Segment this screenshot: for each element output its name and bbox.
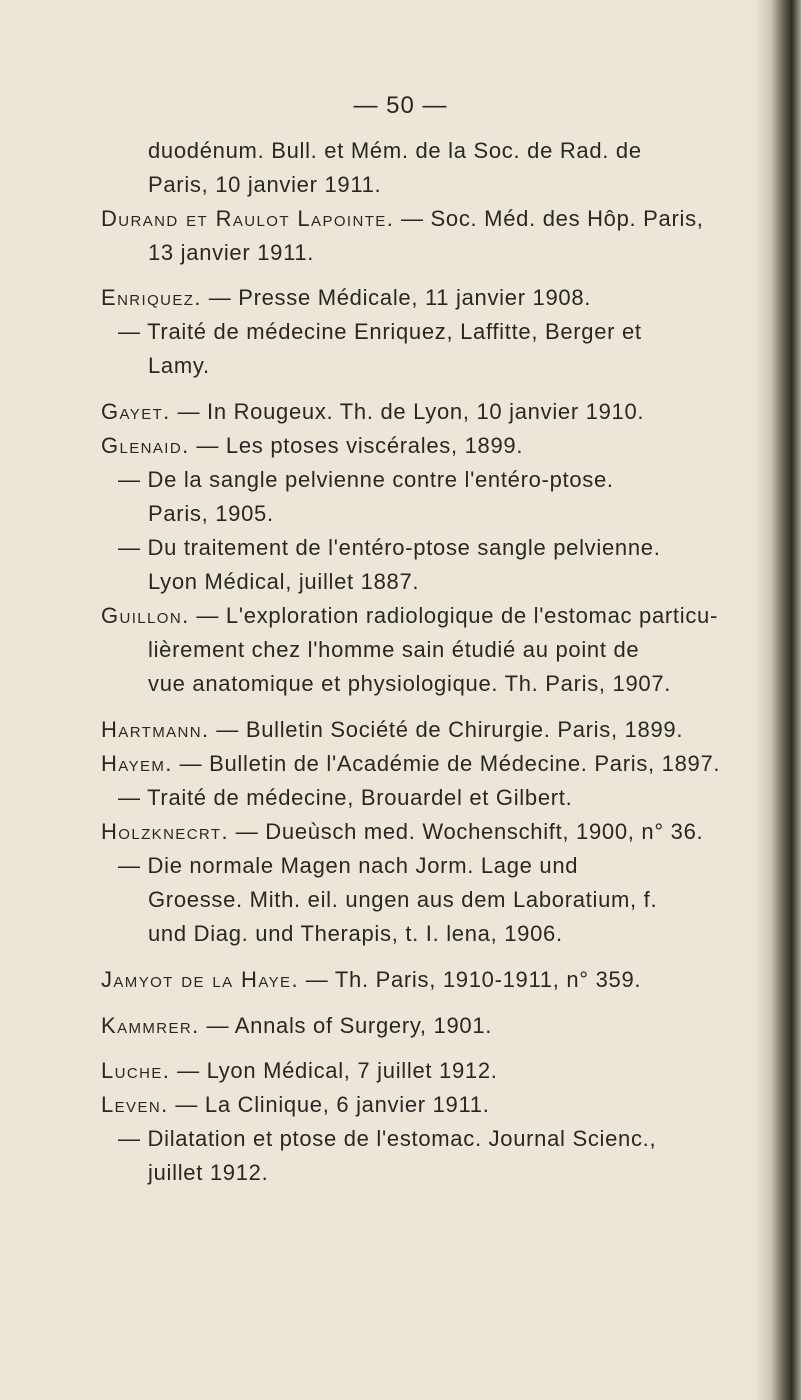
author-name: Jamyot de la Haye.: [101, 967, 299, 992]
entry-text: — Die normale Magen nach Jorm. Lage und: [118, 853, 579, 878]
bibliography-line: [148, 239, 314, 267]
bibliography-line: [118, 852, 578, 880]
bibliography-line: [101, 1057, 498, 1085]
bibliography-line: [101, 398, 644, 426]
author-name: Enriquez.: [101, 285, 202, 310]
entry-text: — Traité de médecine, Brouardel et Gilbert.: [118, 785, 573, 810]
bibliography-line: [148, 352, 210, 380]
entry-text: — Dilatation et ptose de l'estomac. Journal Scienc.,: [118, 1126, 657, 1151]
page-edge-shadow: [755, 0, 801, 1400]
bibliography-line: [118, 534, 661, 562]
entry-text: und Diag. und Therapis, t. I. lena, 1906.: [148, 921, 563, 946]
author-name: Luche.: [101, 1058, 171, 1083]
bibliography-line: [148, 137, 642, 165]
entry-text: — Du traitement de l'entéro-ptose sangle pelvienne.: [118, 535, 661, 560]
entry-text: Paris, 10 janvier 1911.: [148, 172, 382, 197]
author-name: Glenaid.: [101, 433, 190, 458]
bibliography-line: [101, 1091, 490, 1119]
entry-text: Paris, 1905.: [148, 501, 274, 526]
author-name: Gayet.: [101, 399, 171, 424]
bibliography-line: [148, 670, 671, 698]
author-name: Leven.: [101, 1092, 169, 1117]
entry-text: — Traité de médecine Enriquez, Laffitte, Berger et: [118, 319, 642, 344]
entry-text: — Dueùsch med. Wochenschift, 1900, n° 36.: [228, 819, 704, 844]
bibliography-line: [101, 1012, 492, 1040]
entry-text: — Bulletin Société de Chirurgie. Paris, 1899.: [209, 717, 684, 742]
bibliography-line: [101, 966, 641, 994]
bibliography-line: [148, 1159, 268, 1187]
page-number: — 50 —: [353, 92, 448, 119]
bibliography-line: [148, 636, 639, 664]
bibliography-line: [148, 500, 274, 528]
bibliography-line: [101, 818, 703, 846]
entry-text: 13 janvier 1911.: [148, 240, 315, 265]
bibliography-line: [148, 568, 419, 596]
entry-text: — Soc. Méd. des Hôp. Paris,: [394, 206, 704, 231]
author-name: Durand et Raulot Lapointe.: [101, 206, 395, 231]
entry-text: — L'exploration radiologique de l'estomac particu-: [189, 603, 718, 628]
bibliography-line: [101, 284, 591, 312]
entry-text: — La Clinique, 6 janvier 1911.: [168, 1092, 490, 1117]
entry-text: — Presse Médicale, 11 janvier 1908.: [201, 285, 592, 310]
bibliography-line: [101, 716, 683, 744]
bibliography-line: [101, 750, 720, 778]
bibliography-line: [118, 318, 642, 346]
bibliography-line: [148, 920, 563, 948]
entry-text: lièrement chez l'homme sain étudié au point de: [148, 637, 640, 662]
author-name: Hayem.: [101, 751, 173, 776]
author-name: Guillon.: [101, 603, 190, 628]
entry-text: — Annals of Surgery, 1901.: [199, 1013, 493, 1038]
author-name: Holzknecrt.: [101, 819, 229, 844]
bibliography-line: [101, 205, 704, 233]
entry-text: — Bulletin de l'Académie de Médecine. Paris, 1897.: [172, 751, 721, 776]
author-name: Hartmann.: [101, 717, 210, 742]
entry-text: Groesse. Mith. eil. ungen aus dem Laboratium, f.: [148, 887, 658, 912]
bibliography-line: [148, 171, 381, 199]
bibliography-line: [118, 466, 614, 494]
bibliography-line: [118, 1125, 656, 1153]
entry-text: vue anatomique et physiologique. Th. Paris, 1907.: [148, 671, 672, 696]
entry-text: duodénum. Bull. et Mém. de la Soc. de Rad. de: [148, 138, 642, 163]
entry-text: — In Rougeux. Th. de Lyon, 10 janvier 1910.: [170, 399, 645, 424]
entry-text: juillet 1912.: [148, 1160, 269, 1185]
bibliography-line: [101, 602, 718, 630]
author-name: Kammrer.: [101, 1013, 200, 1038]
entry-text: — De la sangle pelvienne contre l'entéro-ptose.: [118, 467, 614, 492]
bibliography-line: [118, 784, 572, 812]
entry-text: Lyon Médical, juillet 1887.: [148, 569, 420, 594]
entry-text: Lamy.: [148, 353, 210, 378]
entry-text: — Th. Paris, 1910-1911, n° 359.: [298, 967, 642, 992]
entry-text: — Les ptoses viscérales, 1899.: [189, 433, 524, 458]
entry-text: — Lyon Médical, 7 juillet 1912.: [170, 1058, 498, 1083]
bibliography-line: [148, 886, 657, 914]
bibliography-line: [101, 432, 523, 460]
